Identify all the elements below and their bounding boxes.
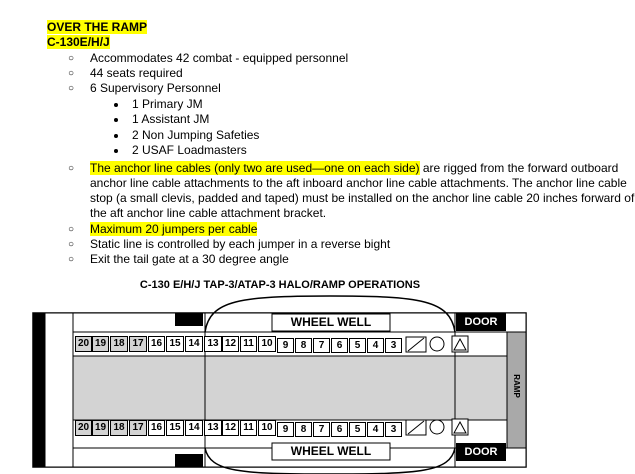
bullet-circle-icon: ○ bbox=[68, 254, 75, 265]
anchor-line-paragraph-line3: stop (a small clevis, padded and taped) must be installed on the anchor line cable 20 inches forward of bbox=[90, 191, 635, 205]
anchor-line-paragraph: The anchor line cables (only two are used—one on each side) are rigged from the forward outboard bbox=[90, 161, 619, 175]
bullet-circle-icon: ○ bbox=[68, 239, 75, 250]
seat-7: 7 bbox=[313, 422, 330, 437]
forward-section bbox=[45, 313, 73, 467]
seat-13: 13 bbox=[204, 420, 222, 436]
door-label-bottom: DOOR bbox=[464, 446, 498, 458]
static-line-item: Static line is controlled by each jumper in a reverse bight bbox=[90, 237, 391, 251]
seat-6: 6 bbox=[331, 422, 348, 437]
seat-9: 9 bbox=[277, 338, 294, 353]
sub-list-item: 2 Non Jumping Safeties bbox=[132, 128, 260, 142]
seat-10: 10 bbox=[258, 420, 276, 436]
bullet-circle-icon: ○ bbox=[68, 68, 75, 79]
seat-16: 16 bbox=[148, 420, 165, 436]
seat-10: 10 bbox=[258, 336, 276, 352]
ramp-label: RAMP bbox=[512, 374, 521, 398]
seat-15: 15 bbox=[166, 420, 184, 436]
seat-8: 8 bbox=[295, 422, 312, 437]
seat-11: 11 bbox=[240, 336, 257, 352]
lower-block bbox=[175, 454, 203, 467]
seat-20: 20 bbox=[75, 336, 92, 352]
seat-4: 4 bbox=[367, 338, 384, 353]
bullet-circle-icon: ○ bbox=[68, 53, 75, 64]
seat-19: 19 bbox=[92, 336, 109, 352]
diagram-title: C-130 E/H/J TAP-3/ATAP-3 HALO/RAMP OPERATIONS bbox=[139, 279, 421, 291]
sub-list-item: 1 Assistant JM bbox=[132, 112, 210, 126]
seat-17: 17 bbox=[129, 336, 147, 352]
seat-5: 5 bbox=[349, 338, 366, 353]
list-item: 44 seats required bbox=[90, 66, 183, 80]
seat-5: 5 bbox=[349, 422, 366, 437]
max-jumpers-item: Maximum 20 jumpers per cable bbox=[90, 222, 258, 236]
bullet-circle-icon: ○ bbox=[68, 83, 75, 94]
seat-18: 18 bbox=[110, 336, 128, 352]
seat-16: 16 bbox=[148, 336, 165, 352]
seat-14: 14 bbox=[185, 336, 203, 352]
seat-6: 6 bbox=[331, 338, 348, 353]
bullet-circle-icon: ○ bbox=[68, 163, 75, 174]
heading-over-the-ramp: OVER THE RAMP bbox=[47, 20, 148, 34]
anchor-line-paragraph-line2: anchor line cable attachments to the aft inboard anchor line cable attachments. The anchor line cable bbox=[90, 176, 627, 190]
jumpmaster-circle-icon-top bbox=[430, 337, 444, 351]
list-item: 6 Supervisory Personnel bbox=[90, 81, 221, 95]
seat-11: 11 bbox=[240, 420, 257, 436]
wheel-well-label-bottom: WHEEL WELL bbox=[290, 444, 372, 458]
seat-12: 12 bbox=[222, 336, 239, 352]
seat-18: 18 bbox=[110, 420, 128, 436]
seat-20: 20 bbox=[75, 420, 92, 436]
door-label-top: DOOR bbox=[464, 316, 498, 328]
anchor-line-paragraph-line4: the aft anchor line cable attachment bracket. bbox=[90, 206, 327, 220]
seat-7: 7 bbox=[313, 338, 330, 353]
seat-17: 17 bbox=[129, 420, 147, 436]
exit-item: Exit the tail gate at a 30 degree angle bbox=[90, 252, 289, 266]
seat-3: 3 bbox=[385, 338, 402, 353]
seat-19: 19 bbox=[92, 420, 109, 436]
seat-12: 12 bbox=[222, 420, 239, 436]
cargo-floor bbox=[73, 356, 507, 420]
bullet-circle-icon: ○ bbox=[68, 224, 75, 235]
jumpmaster-circle-icon-bottom bbox=[430, 420, 444, 434]
seat-14: 14 bbox=[185, 420, 203, 436]
upper-block bbox=[175, 313, 203, 326]
seat-3: 3 bbox=[385, 422, 402, 437]
wheel-well-label-top: WHEEL WELL bbox=[290, 315, 372, 329]
seat-4: 4 bbox=[367, 422, 384, 437]
seat-15: 15 bbox=[166, 336, 184, 352]
sub-list-item: 1 Primary JM bbox=[132, 97, 203, 111]
seat-13: 13 bbox=[204, 336, 222, 352]
sub-list-item: 2 USAF Loadmasters bbox=[132, 143, 247, 157]
seat-8: 8 bbox=[295, 338, 312, 353]
heading-aircraft: C-130E/H/J bbox=[47, 35, 110, 49]
forward-bulkhead bbox=[33, 313, 45, 467]
list-item: Accommodates 42 combat - equipped personnel bbox=[90, 51, 349, 65]
seat-9: 9 bbox=[277, 422, 294, 437]
